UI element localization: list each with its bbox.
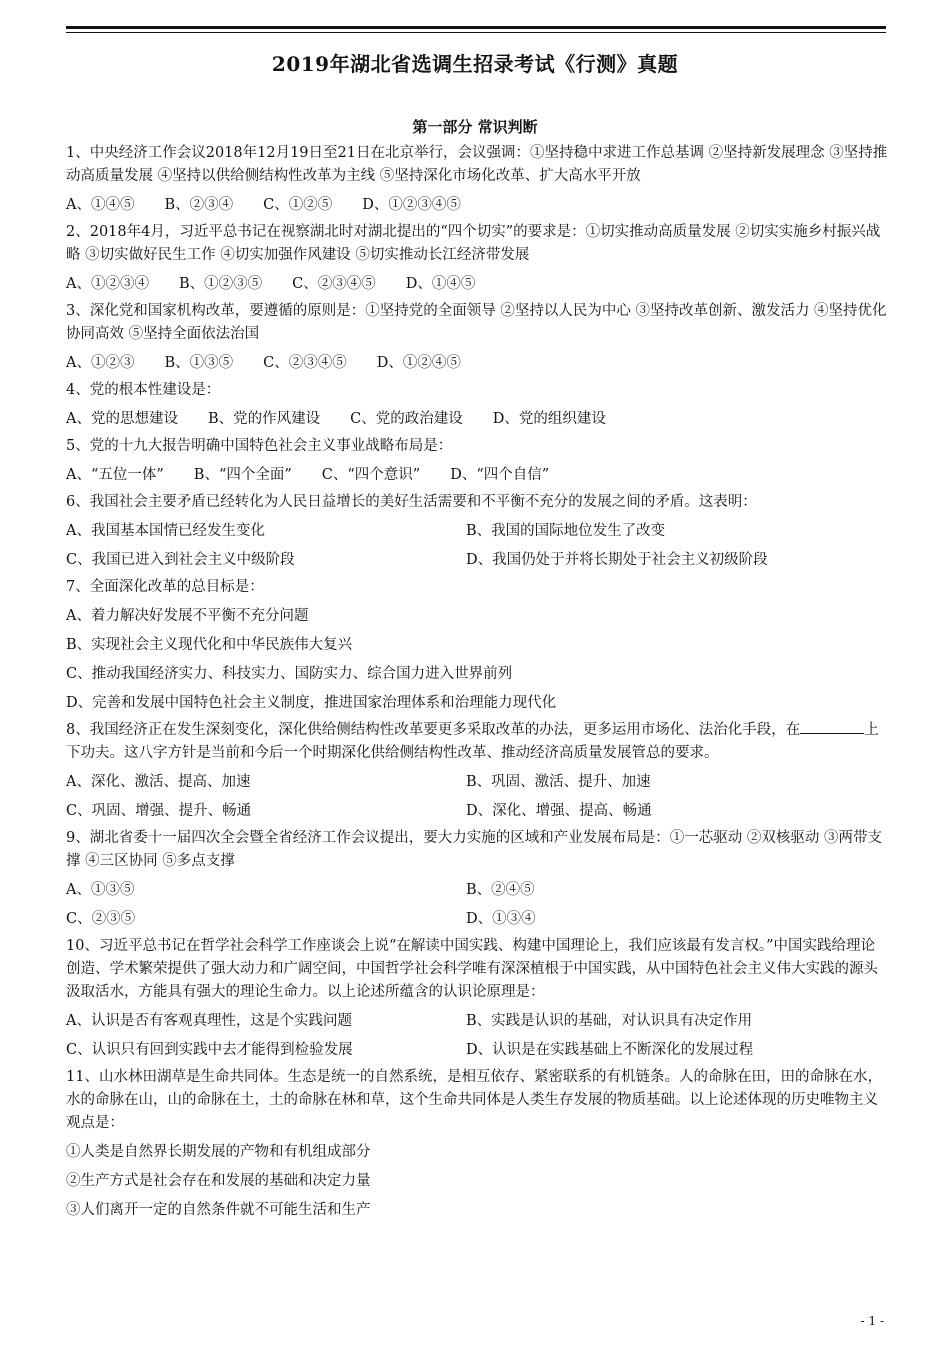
option-d: D、①②③④⑤ — [362, 197, 461, 213]
stem-after-blank: 上下功夫。这八字方针是当前和今后一个时期深化供给侧结构性改革、推动经济高质量发展管总的要求。 — [66, 722, 879, 761]
question-2 — [66, 221, 888, 296]
question-stem: 10、习近平总书记在哲学社会科学工作座谈会上说“在解读中国实践、构建中国理论上，我们应该最有发言权。”中国实践给理论创造、学术繁荣提供了强大动力和广阔空间，中国哲学社会科学唯有深深植根于中国实践，从中国特色社会主义伟大实践的源头汲取活水，方能具有强大的理论生命力。以上论述所蕴含的认识论原理是： — [66, 938, 878, 1000]
question-3 — [66, 300, 888, 375]
question-stem: 11、山水林田湖草是生命共同体。生态是统一的自然系统，是相互依存、紧密联系的有机链条。人的命脉在田，田的命脉在水，水的命脉在山，山的命脉在土，土的命脉在林和草，这个生命共同体是人类生存发展的物质基础。以上论述体现的历史唯物主义观点是： — [66, 1069, 882, 1131]
option-b: B、②④⑤ — [466, 882, 535, 898]
page-number: - 1 - — [860, 1314, 884, 1328]
option-a: A、①④⑤ — [66, 197, 135, 213]
option-b: B、实现社会主义现代化和中华民族伟大复兴 — [66, 637, 353, 653]
option-b: B、党的作风建设 — [207, 411, 321, 427]
question-11 — [66, 1066, 888, 1222]
option-d: D、认识是在实践基础上不断深化的发展过程 — [466, 1042, 754, 1058]
question-stem: 7、全面深化改革的总目标是： — [66, 579, 264, 595]
option-a: A、着力解决好发展不平衡不充分问题 — [66, 608, 309, 624]
option-a: A、①③⑤ — [66, 882, 135, 898]
options-row — [66, 273, 888, 296]
question-stem: 4、党的根本性建设是： — [66, 382, 221, 398]
document-title: 2019年湖北省选调生招录考试《行测》真题 — [271, 52, 679, 76]
option-b: B、“四个全面” — [193, 467, 292, 483]
option-a: A、①②③ — [66, 355, 135, 371]
question-stem: 9、湖北省委十一届四次全会暨全省经济工作会议提出，要大力实施的区域和产业发展布局是：①一芯驱动 ②双核驱动 ③两带支撑 ④三区协同 ⑤多点支撑 — [66, 830, 882, 869]
option-d: D、深化、增强、提高、畅通 — [466, 803, 652, 819]
question-10 — [66, 935, 888, 1062]
question-4 — [66, 379, 888, 431]
option-d: D、①③④ — [466, 911, 536, 927]
question-list — [66, 142, 888, 1226]
options-row — [66, 194, 888, 217]
question-stem — [66, 719, 888, 765]
option-a: A、深化、激活、提高、加速 — [66, 774, 251, 790]
options-grid — [66, 771, 888, 823]
question-stem: 6、我国社会主要矛盾已经转化为人民日益增长的美好生活需要和不平衡不充分的发展之间的矛盾。这表明： — [66, 494, 757, 510]
statement-2: ②生产方式是社会存在和发展的基础和决定力量 — [66, 1173, 371, 1189]
question-8 — [66, 719, 888, 823]
option-c: C、巩固、增强、提升、畅通 — [66, 803, 252, 819]
option-c: C、党的政治建设 — [350, 411, 463, 427]
option-b: B、①②③⑤ — [178, 276, 263, 292]
option-b: B、实践是认识的基础，对认识具有决定作用 — [466, 1013, 753, 1029]
options-row — [66, 464, 888, 487]
option-d: D、“四个自信” — [450, 467, 550, 483]
option-a: A、我国基本国情已经发生变化 — [66, 523, 265, 539]
option-b: B、②③④ — [164, 197, 234, 213]
header-rule-thin — [66, 32, 886, 33]
question-stem: 5、党的十九大报告明确中国特色社会主义事业战略布局是： — [66, 438, 453, 454]
option-a: A、党的思想建设 — [66, 411, 178, 427]
question-6 — [66, 491, 888, 572]
option-d: D、①②④⑤ — [376, 355, 461, 371]
option-c: C、“四个意识” — [321, 467, 421, 483]
question-stem: 1、中央经济工作会议2018年12月19日至21日在北京举行，会议强调：①坚持稳中求进工作总基调 ②坚持新发展理念 ③坚持推动高质量发展 ④坚持以供给侧结构性改革为主线 ⑤坚持深化市场化改革、扩大高水平开放 — [66, 145, 888, 184]
option-d: D、党的组织建设 — [492, 411, 606, 427]
option-d: D、①④⑤ — [405, 276, 476, 292]
option-d: D、完善和发展中国特色社会主义制度，推进国家治理体系和治理能力现代化 — [66, 695, 557, 711]
question-5 — [66, 435, 888, 487]
option-b: B、①③⑤ — [164, 355, 234, 371]
option-c: C、认识只有回到实践中去才能得到检验发展 — [66, 1042, 353, 1058]
option-c: C、②③④⑤ — [292, 276, 376, 292]
option-a: A、“五位一体” — [66, 467, 164, 483]
question-stem: 2、2018年4月，习近平总书记在视察湖北时对湖北提出的“四个切实”的要求是：①切实推动高质量发展 ②切实实施乡村振兴战略 ③切实做好民生工作 ④切实加强作风建设 ⑤切实推动长江经济带发展 — [66, 224, 881, 263]
option-a: A、认识是否有客观真理性，这是个实践问题 — [66, 1013, 352, 1029]
options-row — [66, 408, 888, 431]
question-1 — [66, 142, 888, 217]
section-title: 第一部分 常识判断 — [412, 118, 538, 136]
options-grid — [66, 520, 888, 572]
header-rule-thick — [66, 26, 886, 29]
options-grid — [66, 1010, 888, 1062]
question-7 — [66, 576, 888, 715]
option-a: A、①②③④ — [66, 276, 149, 292]
statement-1: ①人类是自然界长期发展的产物和有机组成部分 — [66, 1144, 371, 1160]
statement-3: ③人们离开一定的自然条件就不可能生活和生产 — [66, 1202, 371, 1218]
fill-in-blank — [800, 719, 864, 734]
options-row — [66, 352, 888, 375]
option-c: C、推动我国经济实力、科技实力、国防实力、综合国力进入世界前列 — [66, 666, 513, 682]
question-9 — [66, 827, 888, 931]
option-c: C、①②⑤ — [263, 197, 333, 213]
question-stem: 3、深化党和国家机构改革，要遵循的原则是：①坚持党的全面领导 ②坚持以人民为中心 ③坚持改革创新、激发活力 ④坚持优化协同高效 ⑤坚持全面依法治国 — [66, 303, 887, 342]
option-c: C、②③④⑤ — [263, 355, 347, 371]
option-d: D、我国仍处于并将长期处于社会主义初级阶段 — [466, 552, 768, 568]
option-b: B、我国的国际地位发生了改变 — [466, 523, 666, 539]
options-grid — [66, 879, 888, 931]
stem-before-blank: 8、我国经济正在发生深刻变化，深化供给侧结构性改革要更多采取改革的办法，更多运用市场化、法治化手段，在 — [66, 722, 801, 738]
option-b: B、巩固、激活、提升、加速 — [466, 774, 651, 790]
option-c: C、我国已进入到社会主义中级阶段 — [66, 552, 295, 568]
option-c: C、②③⑤ — [66, 911, 136, 927]
